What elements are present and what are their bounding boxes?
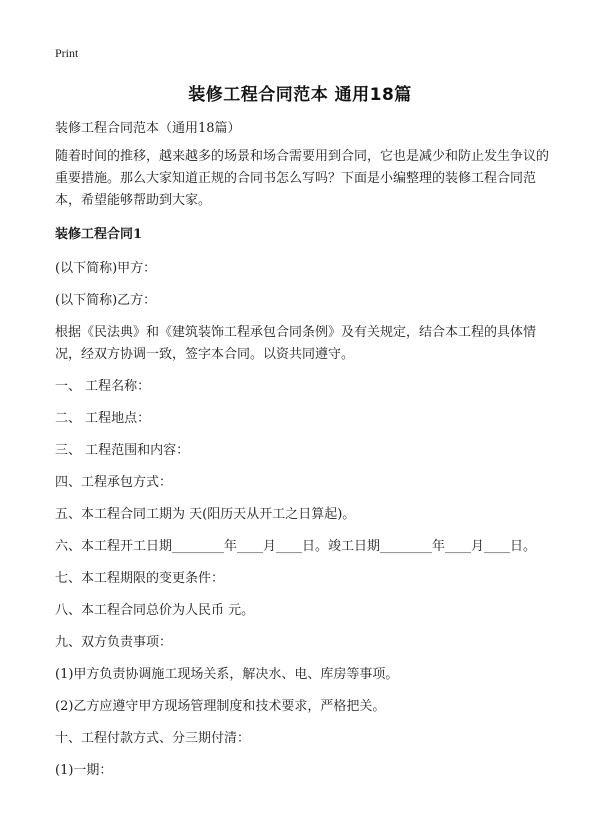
clause-item: 七、本工程期限的变更条件：	[55, 571, 225, 586]
print-label[interactable]: Print	[55, 46, 79, 60]
intro-paragraph: 随着时间的推移，越来越多的场景和场合需要用到合同，它也是减少和防止发生争议的重要措施。那么大家知道正规的合同书怎么写吗？下面是小编整理的装修工程合同范本，希望能够帮助到大家。	[55, 149, 550, 208]
clause-item: 八、本工程合同总价为人民币 元。	[55, 603, 255, 618]
clause-item: (1)甲方负责协调施工现场关系，解决水、电、库房等事项。	[55, 667, 399, 682]
clause-item: 五、本工程合同工期为 天(阳历天从开工之日算起)。	[55, 507, 356, 522]
party-a-line: (以下简称)甲方：	[55, 261, 157, 276]
clause-item: 一、 工程名称：	[55, 379, 151, 394]
clause-item: 九、双方负责事项：	[55, 635, 173, 650]
document-subtitle: 装修工程合同范本（通用18篇）	[55, 121, 241, 136]
document-body	[55, 118, 550, 792]
clause-item: 三、 工程范围和内容：	[55, 443, 190, 458]
clause-item: (1)一期：	[55, 763, 113, 778]
document-title: 装修工程合同范本 通用18篇	[188, 85, 412, 105]
clause-item: 二、 工程地点：	[55, 411, 151, 426]
clause-item: 十、工程付款方式、分三期付清：	[55, 731, 251, 746]
clause-item: 四、工程承包方式：	[55, 475, 173, 490]
basis-paragraph: 根据《民法典》和《建筑装饰工程承包合同条例》及有关规定，结合本工程的具体情况，经双方协调一致，签字本合同。以资共同遵守。	[55, 325, 537, 362]
section-heading: 装修工程合同1	[55, 227, 143, 242]
clause-item: (2)乙方应遵守甲方现场管理制度和技术要求，严格把关。	[55, 699, 386, 714]
clause-item: 六、本工程开工日期________年____月____日。竣工日期________年____月____日。	[55, 539, 537, 554]
party-b-line: (以下简称)乙方：	[55, 293, 157, 308]
